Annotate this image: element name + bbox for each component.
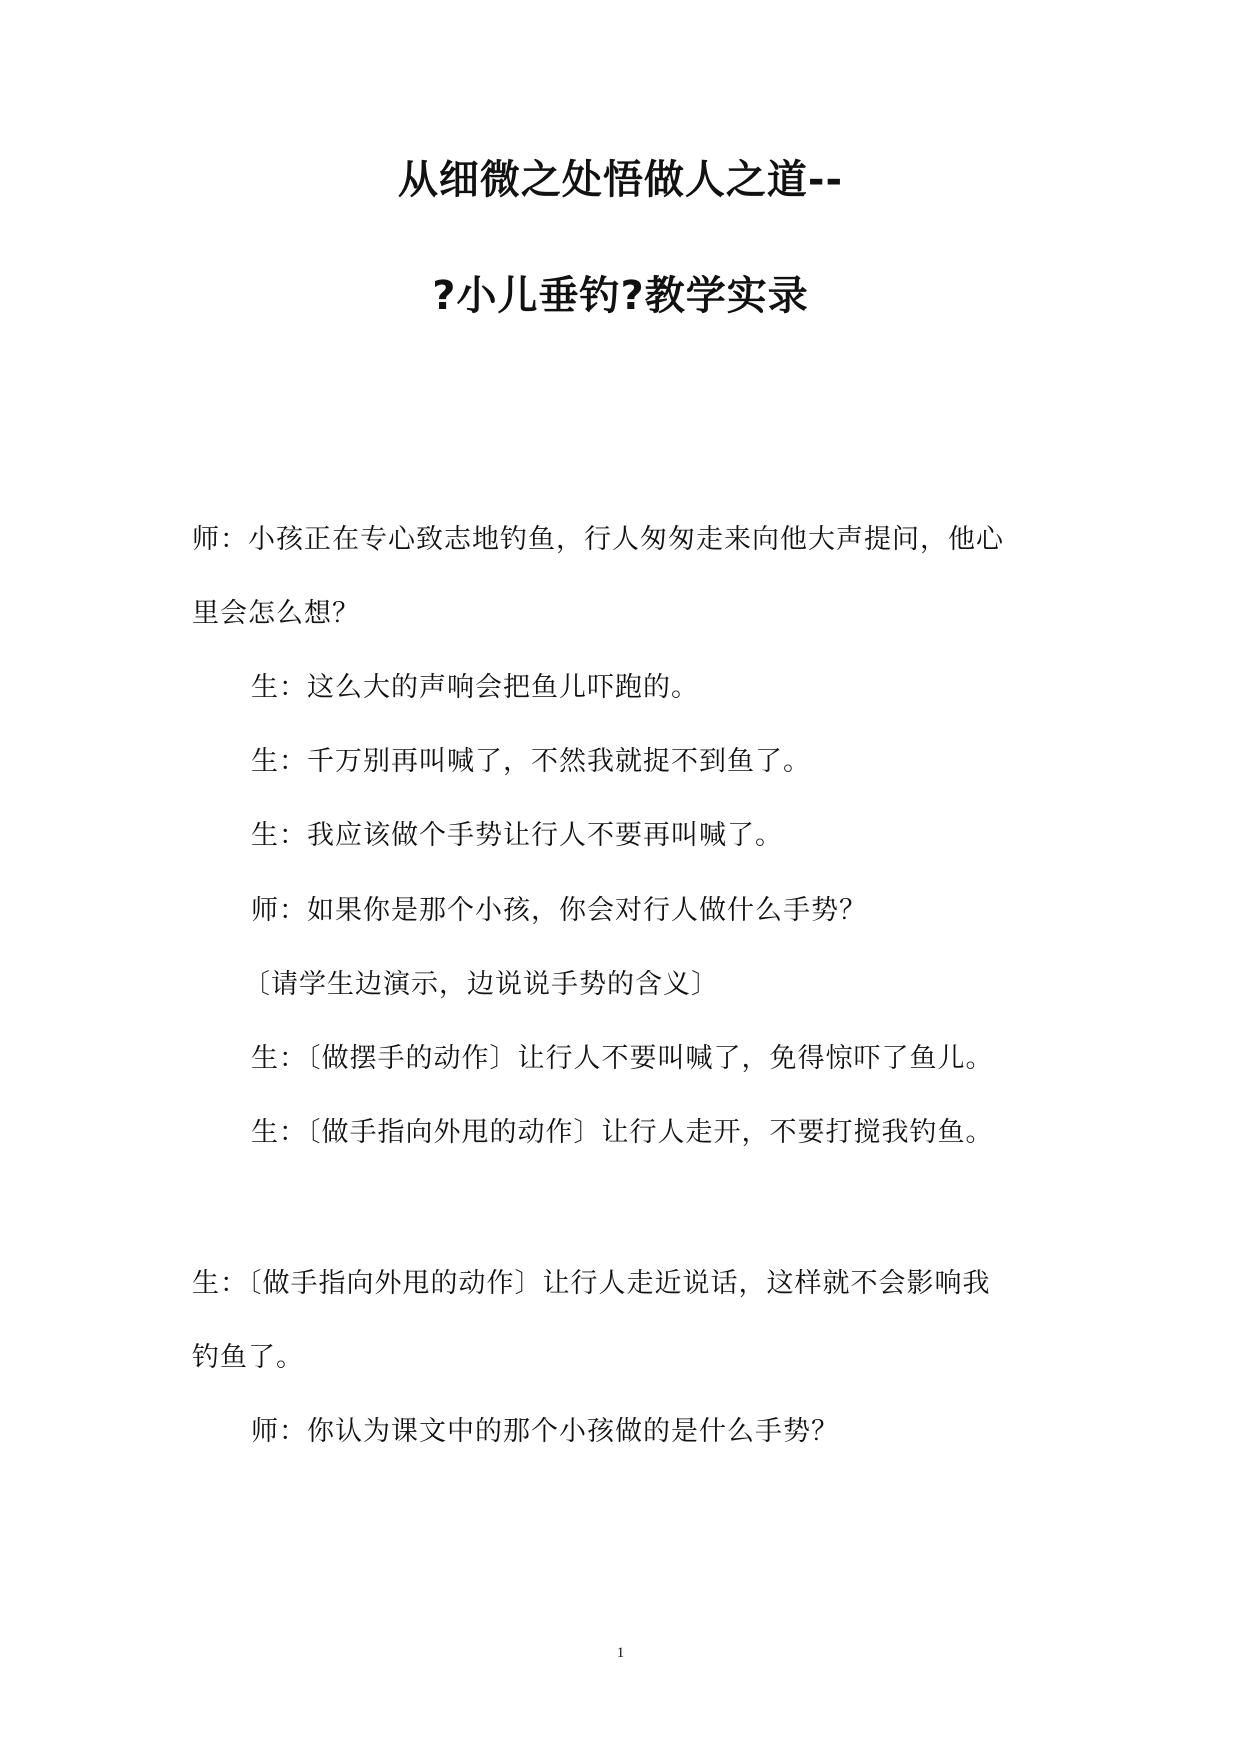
document-title-line-2: ?小儿垂钓?教学实录 bbox=[432, 273, 809, 319]
paragraph-teacher-question-2: 师：如果你是那个小孩，你会对行人做什么手势？ bbox=[251, 895, 867, 926]
paragraph-student-answer-1: 生：这么大的声响会把鱼儿吓跑的。 bbox=[251, 672, 699, 703]
paragraph-student-answer-5: 生：〔做手指向外甩的动作〕让行人走开，不要打搅我钓鱼。 bbox=[251, 1117, 994, 1148]
paragraph-teacher-question-1: 师：小孩正在专心致志地钓鱼，行人匆匆走来向他大声提问，他心 bbox=[192, 524, 1004, 555]
page-number: 1 bbox=[616, 1645, 625, 1661]
paragraph-student-answer-4: 生：〔做摆手的动作〕让行人不要叫喊了，免得惊吓了鱼儿。 bbox=[251, 1043, 994, 1074]
paragraph-stage-direction: 〔请学生边演示，边说说手势的含义〕 bbox=[243, 969, 719, 1000]
paragraph-teacher-question-1-continued: 里会怎么想？ bbox=[192, 598, 360, 629]
paragraph-student-answer-6-continued: 钓鱼了。 bbox=[192, 1342, 304, 1373]
paragraph-student-answer-2: 生：千万别再叫喊了，不然我就捉不到鱼了。 bbox=[251, 746, 811, 777]
paragraph-teacher-question-3: 师：你认为课文中的那个小孩做的是什么手势？ bbox=[251, 1416, 839, 1447]
paragraph-student-answer-6: 生：〔做手指向外甩的动作〕让行人走近说话，这样就不会影响我 bbox=[192, 1268, 991, 1299]
document-title-line-1: 从细微之处悟做人之道-- bbox=[397, 157, 844, 203]
paragraph-student-answer-3: 生：我应该做个手势让行人不要再叫喊了。 bbox=[251, 820, 783, 851]
